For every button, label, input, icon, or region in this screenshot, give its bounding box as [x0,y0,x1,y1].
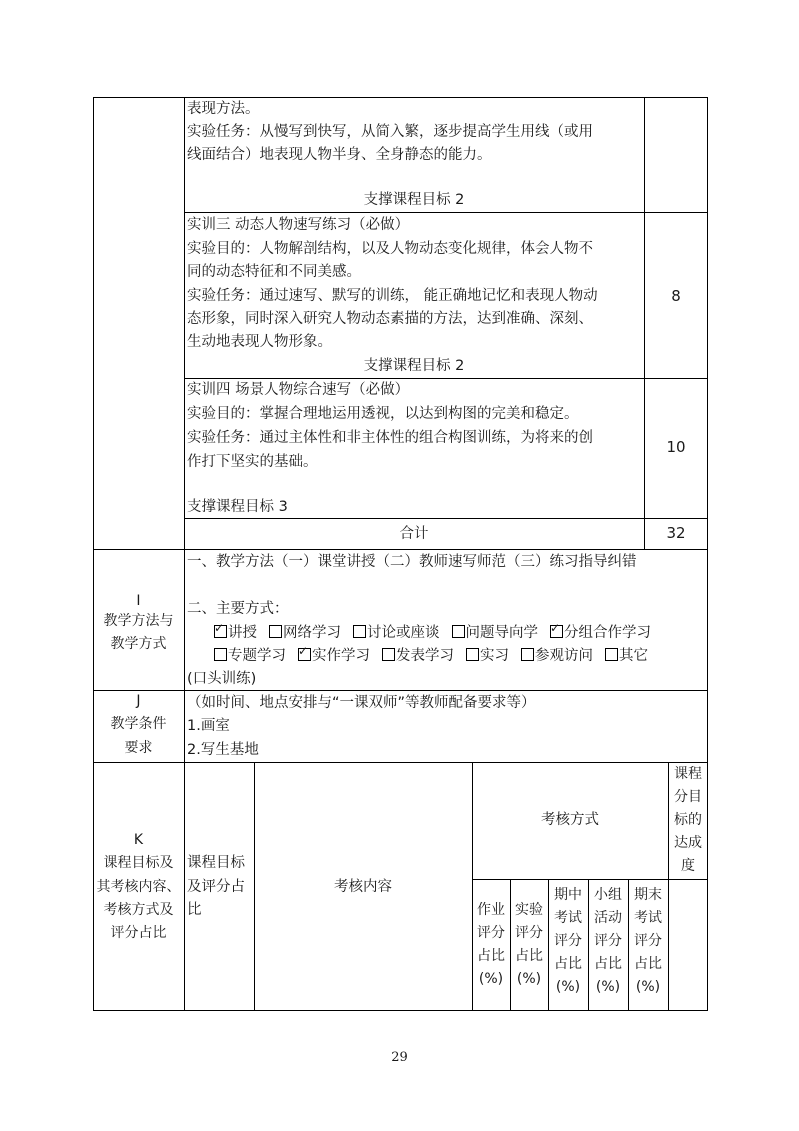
checkbox-icon[interactable] [269,625,282,638]
option-online[interactable]: 网络学习 [269,622,341,645]
training4-line-4: 作打下坚实的基础。 [187,454,318,470]
checkbox-checked-icon[interactable] [550,625,563,638]
section-k-title-1: 课程目标及 [103,855,174,871]
sub-group-5: (%) [595,979,621,995]
sub-midterm-1: 期中 [554,887,582,903]
sub-midterm-3: 评分 [554,933,582,949]
option-practice[interactable]: ✓ 实作学习 [298,645,370,668]
section-k-title-4: 评分占比 [110,925,167,941]
sub-final-3: 评分 [634,933,662,949]
col-achieve-4: 达成 [674,835,702,851]
sub-midterm-4: 占比 [554,956,582,972]
section-k-letter: K [133,832,144,848]
modes-row-2 [214,645,648,668]
training-cont-line-1: 表现方法。 [187,101,260,117]
sub-homework-4: (%) [478,971,504,987]
section-j-letter: J [136,693,141,709]
training-cont-support: 支撑课程目标 2 [363,192,465,208]
training4-hours: 10 [666,438,686,456]
section-k-title-3: 考核方式及 [103,902,174,918]
sub-group-3: 评分 [594,933,622,949]
option-problem-based[interactable]: 问题导向学 [452,622,539,645]
sub-homework-3: 占比 [477,948,505,964]
sub-homework-2: 评分 [477,925,505,941]
section-k-title-2: 其考核内容、 [96,879,181,895]
checkbox-icon[interactable] [382,648,395,661]
sub-final-1: 期末 [634,887,662,903]
option-other[interactable]: 其它 [605,645,648,668]
sub-group-2: 活动 [594,910,622,926]
total-hours: 32 [666,524,686,542]
checkbox-icon[interactable] [466,648,479,661]
sub-final-5: (%) [635,979,661,995]
training3-line-5: 态形象，同时深入研究人物动态素描的方法，达到准确、深刻、 [187,311,593,327]
col-content: 考核内容 [334,879,392,895]
section-j-title-1: 教学条件 [110,716,167,732]
modes-row-1 [214,622,651,645]
col-goal-3: 比 [187,902,202,918]
option-topic[interactable]: 专题学习 [214,645,286,668]
sub-experiment-4: (%) [516,971,542,987]
checkbox-icon[interactable] [452,625,465,638]
page-number: 29 [391,1050,408,1065]
checkbox-icon[interactable] [521,648,534,661]
option-internship[interactable]: 实习 [466,645,509,668]
checkbox-checked-icon[interactable] [298,648,311,661]
condition-item-1: 1.画室 [187,718,230,734]
training4-title: 实训四 场景人物综合速写（必做） [187,382,410,398]
training3-hours: 8 [671,287,681,305]
total-label: 合计 [399,526,429,542]
sub-midterm-2: 考试 [554,910,582,926]
sub-experiment-1: 实验 [515,902,543,918]
section-i-letter: I [136,593,141,609]
col-achieve-1: 课程 [674,766,702,782]
training3-title: 实训三 动态人物速写练习（必做） [187,217,410,233]
section-i-title-2: 教学方式 [110,636,167,652]
training3-line-2: 实验目的：人物解剖结构，以及人物动态变化规律，体会人物不 [187,241,593,257]
training4-line-3: 实验任务：通过主体性和非主体性的组合构图训练，为将来的创 [187,430,593,446]
checkbox-icon[interactable] [214,648,227,661]
training-cont-line-3: 线面结合）地表现人物半身、全身静态的能力。 [187,147,492,163]
training3-line-3: 同的动态特征和不同美感。 [187,264,361,280]
checkbox-icon[interactable] [605,648,618,661]
teaching-modes-title: 二、主要方式： [187,601,289,617]
training3-line-4: 实验任务：通过速写、默写的训练， 能正确地记忆和表现人物动 [187,288,598,304]
checkbox-checked-icon[interactable] [214,625,227,638]
other-text: (口头训练) [187,671,257,687]
col-goal-1: 课程目标 [187,855,245,871]
option-discussion[interactable]: 讨论或座谈 [353,622,440,645]
training3-support: 支撑课程目标 2 [363,358,465,374]
option-presentation[interactable]: 发表学习 [382,645,454,668]
conditions-note: （如时间、地点安排与“一课双师”等教师配备要求等） [187,695,536,711]
sub-final-2: 考试 [634,910,662,926]
training4-support: 支撑课程目标 3 [187,499,288,515]
checkbox-icon[interactable] [353,625,366,638]
training-cont-line-2: 实验任务：从慢写到快写，从简入繁，逐步提高学生用线（或用 [187,124,593,140]
sub-homework-1: 作业 [477,902,505,918]
col-achieve-2: 分目 [674,789,702,805]
sub-midterm-5: (%) [555,979,581,995]
sub-experiment-2: 评分 [515,925,543,941]
col-achieve-5: 度 [681,858,695,874]
sub-final-4: 占比 [634,956,662,972]
condition-item-2: 2.写生基地 [187,742,259,758]
option-lecture[interactable]: ✓讲授 [214,622,257,645]
col-method: 考核方式 [541,812,599,828]
sub-group-1: 小组 [594,887,622,903]
sub-experiment-3: 占比 [515,948,543,964]
section-j-title-2: 要求 [124,740,153,756]
teaching-methods: 一、教学方法（一）课堂讲授（二）教师速写师范（三）练习指导纠错 [187,554,637,570]
training4-line-2: 实验目的：掌握合理地运用透视，以达到构图的完美和稳定。 [187,406,579,422]
col-achieve-3: 标的 [674,812,702,828]
option-group[interactable]: ✓ 分组合作学习 [550,622,651,645]
training3-line-6: 生动地表现人物形象。 [187,334,332,350]
sub-group-4: 占比 [594,956,622,972]
option-visit[interactable]: 参观访问 [521,645,593,668]
col-goal-2: 及评分占 [187,879,245,895]
section-i-title-1: 教学方法与 [103,613,174,629]
